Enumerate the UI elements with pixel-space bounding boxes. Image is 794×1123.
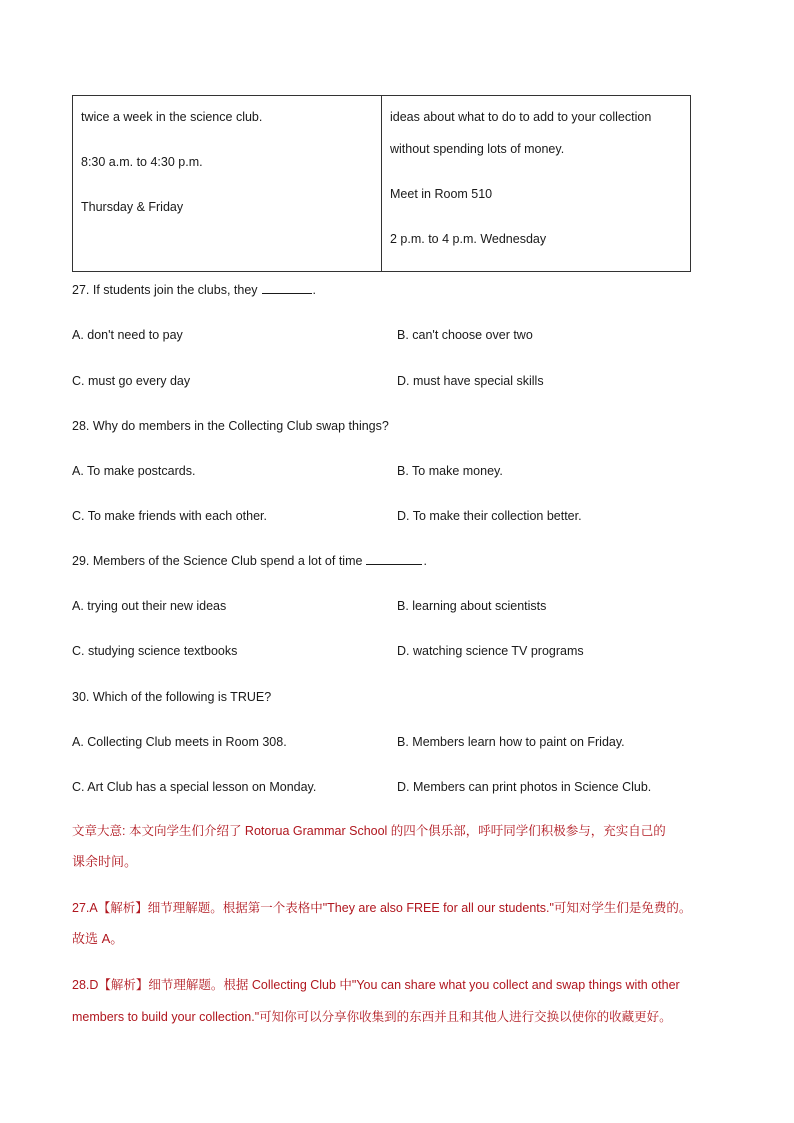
q28-option-b: B. To make money. (397, 464, 503, 478)
q28-option-a: A. To make postcards. (72, 464, 196, 478)
summary-line-2: 课余时间。 (72, 854, 138, 869)
question-29-end: . (423, 554, 427, 568)
q29-option-d: D. watching science TV programs (397, 644, 584, 658)
q28-option-d: D. To make their collection better. (397, 509, 582, 523)
answer-blank (262, 282, 312, 294)
q27-option-b: B. can't choose over two (397, 328, 533, 342)
q27-option-a: A. don't need to pay (72, 328, 183, 342)
q29-option-b: B. learning about scientists (397, 599, 547, 613)
q30-option-b: B. Members learn how to paint on Friday. (397, 735, 625, 749)
question-28-stem: 28. Why do members in the Collecting Club swap things? (72, 419, 389, 433)
question-30-stem: 30. Which of the following is TRUE? (72, 690, 272, 704)
answer-28-line-1: 28.D【解析】细节理解题。根据 Collecting Club 中"You can share what you collect and swap things with other (72, 978, 680, 992)
q30-option-c: C. Art Club has a special lesson on Monday. (72, 780, 317, 794)
question-29-text: 29. Members of the Science Club spend a lot of time (72, 554, 363, 568)
table-right-line-4: 2 p.m. to 4 p.m. Wednesday (390, 232, 547, 246)
table-left-line-2: 8:30 a.m. to 4:30 p.m. (81, 155, 203, 169)
answer-27-line-2: 故选 A。 (72, 931, 124, 946)
q27-option-c: C. must go every day (72, 374, 191, 388)
q27-option-d: D. must have special skills (397, 374, 544, 388)
question-29-stem (72, 553, 427, 569)
table-left-line-3: Thursday & Friday (81, 200, 184, 214)
answer-blank (366, 553, 422, 565)
q29-option-a: A. trying out their new ideas (72, 599, 227, 613)
q28-option-c: C. To make friends with each other. (72, 509, 268, 523)
q29-option-c: C. studying science textbooks (72, 644, 238, 658)
q30-option-a: A. Collecting Club meets in Room 308. (72, 735, 287, 749)
table-right-line-3: Meet in Room 510 (390, 187, 493, 201)
answer-28-line-2: members to build your collection."可知你可以分享你收集到的东西并且和其他人进行交换以使你的收藏更好。 (72, 1010, 672, 1024)
q30-option-d: D. Members can print photos in Science Club. (397, 780, 652, 794)
table-right-line-1: ideas about what to do to add to your collection (390, 110, 652, 124)
question-27-end: . (312, 283, 317, 297)
table-cell-left (73, 96, 382, 271)
answer-27-line-1: 27.A【解析】细节理解题。根据第一个表格中"They are also FREE for all our students."可知对学生们是免费的。 (72, 901, 692, 915)
table-cell-right (382, 96, 690, 271)
table-left-line-1: twice a week in the science club. (81, 110, 263, 124)
question-27-text: 27. If students join the clubs, they (72, 283, 258, 297)
summary-line-1: 文章大意: 本文向学生们介绍了 Rotorua Grammar School 的四个俱乐部，呼吁同学们积极参与，充实自己的 (72, 824, 666, 838)
club-info-table (72, 95, 691, 272)
table-right-line-2: without spending lots of money. (390, 142, 565, 156)
question-27-stem (72, 282, 316, 298)
